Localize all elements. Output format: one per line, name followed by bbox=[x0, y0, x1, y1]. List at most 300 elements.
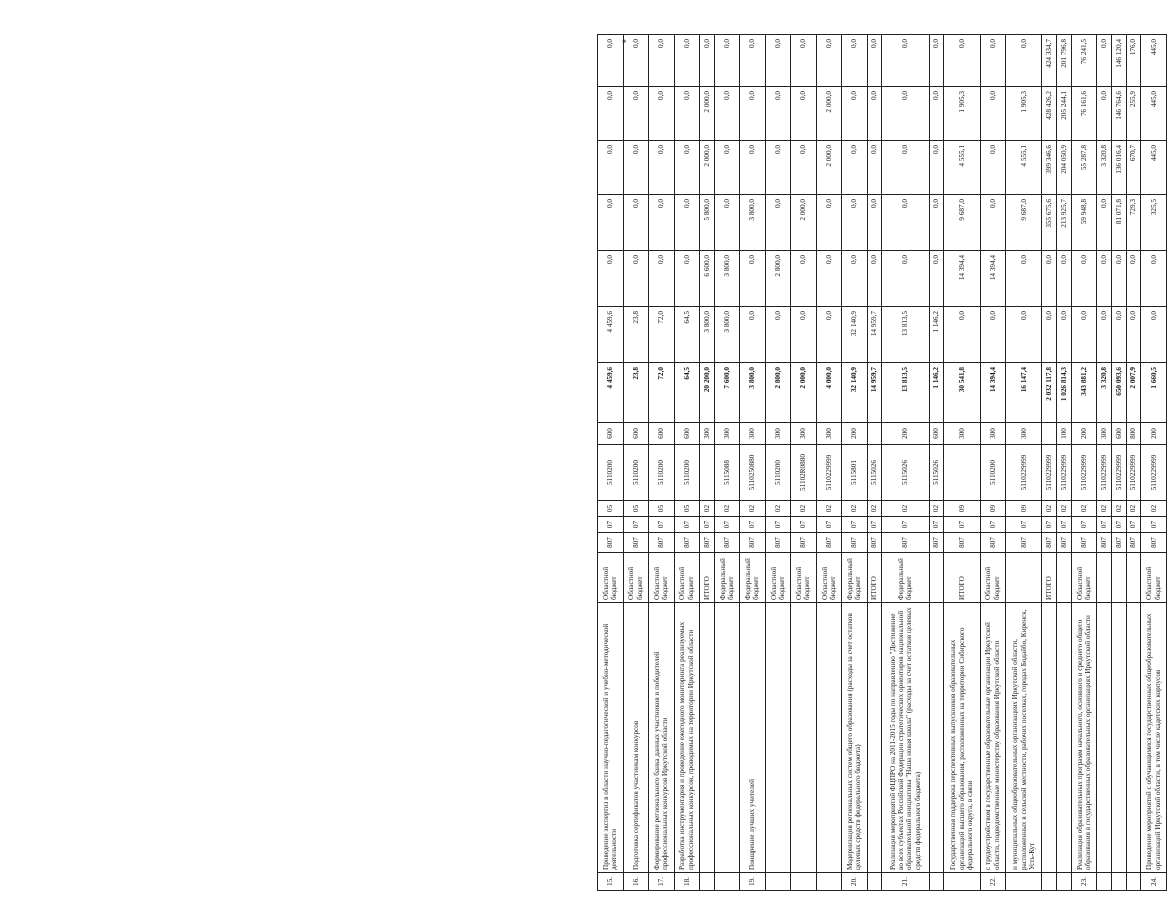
subsection-code: 02 bbox=[714, 501, 740, 517]
year-6-amount: 0,0 bbox=[649, 35, 675, 87]
total-amount: 1 660,5 bbox=[1141, 363, 1167, 423]
year-6-amount: 176,0 bbox=[1126, 35, 1141, 87]
row-number: 17. bbox=[649, 873, 675, 891]
row-number: 19. bbox=[740, 873, 766, 891]
target-article-code: 5115088 bbox=[714, 445, 740, 501]
year-1-amount: 13 813,5 bbox=[882, 307, 929, 363]
subsection-code: 02 bbox=[700, 501, 715, 517]
year-1-amount: 0,0 bbox=[1042, 307, 1057, 363]
year-2-amount: 0,0 bbox=[929, 251, 944, 307]
year-6-amount: 201 796,8 bbox=[1057, 35, 1072, 87]
year-5-amount: 0,0 bbox=[623, 87, 649, 141]
expense-type-code: 200 bbox=[842, 423, 868, 445]
section-code: 07 bbox=[882, 517, 929, 533]
total-amount: 2 032 117,8 bbox=[1042, 363, 1057, 423]
total-amount: 343 881,2 bbox=[1071, 363, 1097, 423]
funding-source bbox=[929, 553, 944, 603]
year-4-amount: 670,7 bbox=[1126, 141, 1141, 195]
year-4-amount: 0,0 bbox=[740, 141, 766, 195]
total-amount: 16 147,4 bbox=[1006, 363, 1042, 423]
table-row bbox=[867, 35, 882, 891]
year-2-amount: 0,0 bbox=[598, 251, 624, 307]
year-5-amount: 0,0 bbox=[740, 87, 766, 141]
year-2-amount: 0,0 bbox=[867, 251, 882, 307]
year-2-amount: 6 600,0 bbox=[700, 251, 715, 307]
section-code: 07 bbox=[944, 517, 980, 533]
grbs-code: 807 bbox=[623, 533, 649, 553]
year-6-amount: 76 241,5 bbox=[1071, 35, 1097, 87]
table-row bbox=[929, 35, 944, 891]
year-2-amount: 0,0 bbox=[1006, 251, 1042, 307]
year-1-amount: 0,0 bbox=[765, 307, 791, 363]
expense-type-code: 300 bbox=[816, 423, 842, 445]
year-2-amount: 0,0 bbox=[649, 251, 675, 307]
funding-source: Областной бюджет bbox=[765, 553, 791, 603]
row-number: 20. bbox=[842, 873, 868, 891]
subsection-code: 02 bbox=[1126, 501, 1141, 517]
year-3-amount: 59 948,8 bbox=[1071, 195, 1097, 251]
funding-source: Федеральный бюджет bbox=[842, 553, 868, 603]
year-5-amount: 255,9 bbox=[1126, 87, 1141, 141]
year-6-amount: 0,0 bbox=[1006, 35, 1042, 87]
total-amount: 32 140,9 bbox=[842, 363, 868, 423]
expense-type-code: 200 bbox=[1071, 423, 1097, 445]
section-code: 07 bbox=[1097, 517, 1112, 533]
row-number bbox=[791, 873, 817, 891]
row-name bbox=[714, 603, 740, 873]
row-number: 24. bbox=[1141, 873, 1167, 891]
section-code: 07 bbox=[1057, 517, 1072, 533]
target-article-code bbox=[700, 445, 715, 501]
total-amount: 14 394,4 bbox=[980, 363, 1006, 423]
year-3-amount: 0,0 bbox=[980, 195, 1006, 251]
section-code: 07 bbox=[1042, 517, 1057, 533]
year-2-amount: 0,0 bbox=[1057, 251, 1072, 307]
section-code: 07 bbox=[1111, 517, 1126, 533]
section-code: 07 bbox=[765, 517, 791, 533]
subsection-code: 09 bbox=[1006, 501, 1042, 517]
year-6-amount: 424 334,7 bbox=[1042, 35, 1057, 87]
year-3-amount: 213 925,7 bbox=[1057, 195, 1072, 251]
year-2-amount: 0,0 bbox=[882, 251, 929, 307]
grbs-code: 807 bbox=[842, 533, 868, 553]
row-name: Поощрение лучших учителей bbox=[740, 603, 766, 873]
row-name bbox=[816, 603, 842, 873]
subsection-code: 02 bbox=[765, 501, 791, 517]
row-name bbox=[1097, 603, 1112, 873]
section-code: 07 bbox=[867, 517, 882, 533]
row-number bbox=[1006, 873, 1042, 891]
year-1-amount: 14 959,7 bbox=[867, 307, 882, 363]
year-4-amount: 2 000,0 bbox=[700, 141, 715, 195]
row-number bbox=[1126, 873, 1141, 891]
grbs-code: 807 bbox=[1111, 533, 1126, 553]
total-amount: 23,8 bbox=[623, 363, 649, 423]
year-3-amount: 0,0 bbox=[649, 195, 675, 251]
funding-source bbox=[1097, 553, 1112, 603]
row-number bbox=[1042, 873, 1057, 891]
year-4-amount: 136 016,4 bbox=[1111, 141, 1126, 195]
year-6-amount: 0,0 bbox=[740, 35, 766, 87]
year-4-amount: 445,0 bbox=[1141, 141, 1167, 195]
row-number: 21. bbox=[882, 873, 929, 891]
section-code: 07 bbox=[842, 517, 868, 533]
subsection-code: 02 bbox=[929, 501, 944, 517]
total-amount: 14 959,7 bbox=[867, 363, 882, 423]
year-5-amount: 1 905,3 bbox=[1006, 87, 1042, 141]
row-name: и муниципальных общеобразовательных организациях Иркутской области, расположенных в сельской местности, рабочих поселках, городах Бодайбо, Киренск, Усть-Кут bbox=[1006, 603, 1042, 873]
section-code: 07 bbox=[929, 517, 944, 533]
section-code: 07 bbox=[1006, 517, 1042, 533]
grbs-code: 807 bbox=[740, 533, 766, 553]
year-5-amount: 0,0 bbox=[649, 87, 675, 141]
expense-type-code: 200 bbox=[882, 423, 929, 445]
grbs-code: 807 bbox=[649, 533, 675, 553]
year-1-amount: 4 459,6 bbox=[598, 307, 624, 363]
expense-type-code: 600 bbox=[929, 423, 944, 445]
year-5-amount: 0,0 bbox=[791, 87, 817, 141]
funding-source: Федеральный бюджет bbox=[740, 553, 766, 603]
year-3-amount: 0,0 bbox=[1097, 195, 1112, 251]
row-number: 22. bbox=[980, 873, 1006, 891]
target-article-code: 5115026 bbox=[882, 445, 929, 501]
subsection-code: 05 bbox=[674, 501, 700, 517]
grbs-code: 807 bbox=[1006, 533, 1042, 553]
expense-type-code: 300 bbox=[1097, 423, 1112, 445]
row-name: Государственная поддержка перспективных выпускников образовательных организаций высшего образования, расположенных на территории Сибирского федерального округа, в связи bbox=[944, 603, 980, 873]
year-3-amount: 9 687,0 bbox=[1006, 195, 1042, 251]
year-4-amount: 0,0 bbox=[842, 141, 868, 195]
year-6-amount: 0,0 bbox=[980, 35, 1006, 87]
year-5-amount: 0,0 bbox=[929, 87, 944, 141]
expense-type-code: 300 bbox=[765, 423, 791, 445]
year-5-amount: 0,0 bbox=[714, 87, 740, 141]
expense-type-code: 600 bbox=[623, 423, 649, 445]
year-4-amount: 204 050,9 bbox=[1057, 141, 1072, 195]
expense-type-code: 600 bbox=[674, 423, 700, 445]
target-article-code bbox=[944, 445, 980, 501]
section-code: 07 bbox=[598, 517, 624, 533]
total-amount: 7 600,0 bbox=[714, 363, 740, 423]
year-4-amount: 0,0 bbox=[598, 141, 624, 195]
year-6-amount: 445,0 bbox=[1141, 35, 1167, 87]
total-amount: 3 800,0 bbox=[740, 363, 766, 423]
year-5-amount: 2 000,0 bbox=[700, 87, 715, 141]
total-amount: 20 200,0 bbox=[700, 363, 715, 423]
target-article-code: 5110229999 bbox=[1006, 445, 1042, 501]
total-amount: 2 000,0 bbox=[791, 363, 817, 423]
year-6-amount: 0,0 bbox=[598, 35, 624, 87]
total-amount: 1 146,2 bbox=[929, 363, 944, 423]
subsection-code: 02 bbox=[1097, 501, 1112, 517]
year-4-amount: 0,0 bbox=[649, 141, 675, 195]
row-name bbox=[791, 603, 817, 873]
total-amount: 13 813,5 bbox=[882, 363, 929, 423]
target-article-code: 5110200 bbox=[674, 445, 700, 501]
table-row bbox=[674, 35, 700, 891]
year-4-amount: 0,0 bbox=[882, 141, 929, 195]
year-2-amount: 0,0 bbox=[1126, 251, 1141, 307]
expense-type-code: 300 bbox=[714, 423, 740, 445]
year-1-amount: 32 140,9 bbox=[842, 307, 868, 363]
year-6-amount: 0,0 bbox=[700, 35, 715, 87]
grbs-code: 807 bbox=[674, 533, 700, 553]
year-1-amount: 0,0 bbox=[1071, 307, 1097, 363]
section-code: 07 bbox=[714, 517, 740, 533]
section-code: 07 bbox=[1126, 517, 1141, 533]
year-1-amount: 0,0 bbox=[1006, 307, 1042, 363]
subsection-code: 09 bbox=[944, 501, 980, 517]
grbs-code: 807 bbox=[816, 533, 842, 553]
target-article-code: 5110229999 bbox=[1126, 445, 1141, 501]
row-number: 16. bbox=[623, 873, 649, 891]
year-4-amount: 0,0 bbox=[674, 141, 700, 195]
subsection-code: 02 bbox=[882, 501, 929, 517]
table-row bbox=[1141, 35, 1167, 891]
year-1-amount: 23,8 bbox=[623, 307, 649, 363]
funding-source: Федеральный бюджет bbox=[714, 553, 740, 603]
year-3-amount: 355 675,6 bbox=[1042, 195, 1057, 251]
funding-source: ИТОГО bbox=[1042, 553, 1057, 603]
subsection-code: 02 bbox=[867, 501, 882, 517]
year-2-amount: 0,0 bbox=[842, 251, 868, 307]
row-number: 18. bbox=[674, 873, 700, 891]
year-4-amount: 0,0 bbox=[980, 141, 1006, 195]
expense-type-code: 600 bbox=[598, 423, 624, 445]
year-5-amount: 205 244,1 bbox=[1057, 87, 1072, 141]
funding-source: Областной бюджет bbox=[649, 553, 675, 603]
year-5-amount: 0,0 bbox=[674, 87, 700, 141]
total-amount: 30 541,8 bbox=[944, 363, 980, 423]
year-4-amount: 0,0 bbox=[929, 141, 944, 195]
expense-type-code bbox=[1042, 423, 1057, 445]
table-row bbox=[714, 35, 740, 891]
target-article-code: 5110200 bbox=[623, 445, 649, 501]
row-number bbox=[700, 873, 715, 891]
target-article-code: 5110229999 bbox=[1111, 445, 1126, 501]
target-article-code: 5110200 bbox=[980, 445, 1006, 501]
year-4-amount: 0,0 bbox=[867, 141, 882, 195]
year-6-amount: 0,0 bbox=[674, 35, 700, 87]
row-name: Реализация образовательных программ начального, основного и среднего общего образования в государственных образовательных организациях Иркутской области bbox=[1071, 603, 1097, 873]
year-6-amount: 0,0 bbox=[882, 35, 929, 87]
row-number bbox=[944, 873, 980, 891]
grbs-code: 807 bbox=[598, 533, 624, 553]
section-code: 07 bbox=[623, 517, 649, 533]
row-number bbox=[1057, 873, 1072, 891]
row-name bbox=[700, 603, 715, 873]
year-6-amount: 0,0 bbox=[842, 35, 868, 87]
year-6-amount: 0,0 bbox=[791, 35, 817, 87]
year-2-amount: 0,0 bbox=[740, 251, 766, 307]
funding-source: Федеральный бюджет bbox=[882, 553, 929, 603]
table-row bbox=[700, 35, 715, 891]
year-3-amount: 81 071,8 bbox=[1111, 195, 1126, 251]
year-1-amount: 0,0 bbox=[980, 307, 1006, 363]
year-4-amount: 0,0 bbox=[623, 141, 649, 195]
year-1-amount: 0,0 bbox=[1126, 307, 1141, 363]
row-number bbox=[1097, 873, 1112, 891]
subsection-code: 02 bbox=[1057, 501, 1072, 517]
year-4-amount: 399 346,6 bbox=[1042, 141, 1057, 195]
row-number: 23. bbox=[1071, 873, 1097, 891]
funding-source bbox=[1057, 553, 1072, 603]
table-row bbox=[623, 35, 649, 891]
subsection-code: 02 bbox=[1111, 501, 1126, 517]
year-1-amount: 3 800,0 bbox=[700, 307, 715, 363]
funding-source: ИТОГО bbox=[944, 553, 980, 603]
expense-type-code: 100 bbox=[1057, 423, 1072, 445]
row-name: Подготовка сертификатов участникам конкурсов bbox=[623, 603, 649, 873]
year-4-amount: 0,0 bbox=[714, 141, 740, 195]
year-5-amount: 445,0 bbox=[1141, 87, 1167, 141]
grbs-code: 807 bbox=[882, 533, 929, 553]
year-3-amount: 0,0 bbox=[714, 195, 740, 251]
table-row bbox=[1097, 35, 1112, 891]
row-number bbox=[765, 873, 791, 891]
table-row bbox=[1057, 35, 1072, 891]
year-4-amount: 0,0 bbox=[765, 141, 791, 195]
year-1-amount: 64,5 bbox=[674, 307, 700, 363]
table-row bbox=[791, 35, 817, 891]
year-4-amount: 3 320,8 bbox=[1097, 141, 1112, 195]
year-1-amount: 0,0 bbox=[1141, 307, 1167, 363]
year-6-amount: 0,0 bbox=[944, 35, 980, 87]
funding-source bbox=[1006, 553, 1042, 603]
year-2-amount: 0,0 bbox=[1042, 251, 1057, 307]
row-number bbox=[867, 873, 882, 891]
year-2-amount: 0,0 bbox=[1097, 251, 1112, 307]
year-5-amount: 0,0 bbox=[867, 87, 882, 141]
year-5-amount: 0,0 bbox=[842, 87, 868, 141]
year-2-amount: 0,0 bbox=[1071, 251, 1097, 307]
year-3-amount: 0,0 bbox=[765, 195, 791, 251]
section-code: 07 bbox=[700, 517, 715, 533]
expense-type-code: 300 bbox=[740, 423, 766, 445]
target-article-code: 5115026 bbox=[867, 445, 882, 501]
year-3-amount: 0,0 bbox=[929, 195, 944, 251]
grbs-code: 807 bbox=[791, 533, 817, 553]
subsection-code: 02 bbox=[842, 501, 868, 517]
row-name: Проведение мероприятий с обучающимися государственных общеобразовательных организаций Иркутской области, в том числе кадетских корпусов bbox=[1141, 603, 1167, 873]
year-1-amount: 0,0 bbox=[1057, 307, 1072, 363]
year-6-amount: 0,0 bbox=[714, 35, 740, 87]
table-row bbox=[1111, 35, 1126, 891]
grbs-code: 807 bbox=[700, 533, 715, 553]
row-number bbox=[816, 873, 842, 891]
year-1-amount: 0,0 bbox=[740, 307, 766, 363]
grbs-code: 807 bbox=[944, 533, 980, 553]
row-name bbox=[867, 603, 882, 873]
grbs-code: 807 bbox=[1057, 533, 1072, 553]
year-3-amount: 0,0 bbox=[816, 195, 842, 251]
year-4-amount: 55 287,8 bbox=[1071, 141, 1097, 195]
grbs-code: 807 bbox=[1071, 533, 1097, 553]
expense-type-code: 600 bbox=[1111, 423, 1126, 445]
year-5-amount: 0,0 bbox=[598, 87, 624, 141]
budget-table bbox=[597, 34, 1167, 891]
subsection-code: 02 bbox=[1071, 501, 1097, 517]
expense-type-code: 300 bbox=[1006, 423, 1042, 445]
table-row bbox=[1126, 35, 1141, 891]
table-row bbox=[882, 35, 929, 891]
grbs-code: 807 bbox=[765, 533, 791, 553]
year-5-amount: 2 000,0 bbox=[816, 87, 842, 141]
target-article-code: 5110229999 bbox=[1042, 445, 1057, 501]
row-name bbox=[1042, 603, 1057, 873]
year-3-amount: 2 000,0 bbox=[791, 195, 817, 251]
year-2-amount: 3 800,0 bbox=[714, 251, 740, 307]
funding-source: ИТОГО bbox=[700, 553, 715, 603]
expense-type-code: 300 bbox=[791, 423, 817, 445]
year-1-amount: 0,0 bbox=[816, 307, 842, 363]
subsection-code: 05 bbox=[623, 501, 649, 517]
row-name bbox=[929, 603, 944, 873]
row-name bbox=[1111, 603, 1126, 873]
total-amount: 650 093,6 bbox=[1111, 363, 1126, 423]
funding-source: Областной бюджет bbox=[791, 553, 817, 603]
target-article-code: 5110250880 bbox=[740, 445, 766, 501]
row-name: с трудоустройством в государственные образовательные организации Иркутской области, подведомственные министерству образования Иркутской области bbox=[980, 603, 1006, 873]
year-6-amount: 0,0 bbox=[765, 35, 791, 87]
year-3-amount: 0,0 bbox=[882, 195, 929, 251]
row-number bbox=[929, 873, 944, 891]
year-1-amount: 0,0 bbox=[1111, 307, 1126, 363]
section-code: 07 bbox=[674, 517, 700, 533]
target-article-code: 5110200 bbox=[765, 445, 791, 501]
year-4-amount: 2 000,0 bbox=[816, 141, 842, 195]
year-4-amount: 4 555,1 bbox=[1006, 141, 1042, 195]
rotated-table-wrapper bbox=[597, 35, 1167, 891]
year-5-amount: 0,0 bbox=[980, 87, 1006, 141]
expense-type-code: 600 bbox=[649, 423, 675, 445]
target-article-code: 5110229999 bbox=[1097, 445, 1112, 501]
year-3-amount: 0,0 bbox=[842, 195, 868, 251]
table-row bbox=[842, 35, 868, 891]
year-2-amount: 0,0 bbox=[1111, 251, 1126, 307]
section-code: 07 bbox=[649, 517, 675, 533]
total-amount: 72,0 bbox=[649, 363, 675, 423]
row-name bbox=[1057, 603, 1072, 873]
year-3-amount: 9 687,0 bbox=[944, 195, 980, 251]
row-name: Реализация мероприятий ФЦПРО на 2011-2015 годы по направлению "Достижение во всех субъектах Российской Федерации стратегических ориентиров национальной образовательной инициативы "Наша новая школа" (расходы за счет остатков целевых средств федерального бюджета) bbox=[882, 603, 929, 873]
year-1-amount: 1 146,2 bbox=[929, 307, 944, 363]
grbs-code: 807 bbox=[1126, 533, 1141, 553]
table-row bbox=[598, 35, 624, 891]
year-2-amount: 0,0 bbox=[791, 251, 817, 307]
year-5-amount: 146 764,6 bbox=[1111, 87, 1126, 141]
year-3-amount: 3 800,0 bbox=[740, 195, 766, 251]
year-5-amount: 0,0 bbox=[882, 87, 929, 141]
table-row bbox=[1006, 35, 1042, 891]
year-3-amount: 729,3 bbox=[1126, 195, 1141, 251]
year-4-amount: 0,0 bbox=[791, 141, 817, 195]
funding-source: Областной бюджет bbox=[598, 553, 624, 603]
table-row bbox=[944, 35, 980, 891]
grbs-code: 807 bbox=[1097, 533, 1112, 553]
subsection-code: 02 bbox=[791, 501, 817, 517]
grbs-code: 807 bbox=[867, 533, 882, 553]
funding-source bbox=[1126, 553, 1141, 603]
row-name: Модернизация региональных систем общего образования (расходы за счет остатков целевых средств федерального бюджета) bbox=[842, 603, 868, 873]
target-article-code: 5110200 bbox=[598, 445, 624, 501]
section-code: 07 bbox=[980, 517, 1006, 533]
row-number bbox=[1111, 873, 1126, 891]
year-4-amount: 4 555,1 bbox=[944, 141, 980, 195]
total-amount: 1 026 814,3 bbox=[1057, 363, 1072, 423]
target-article-code: 5115801 bbox=[842, 445, 868, 501]
subsection-code: 02 bbox=[1042, 501, 1057, 517]
